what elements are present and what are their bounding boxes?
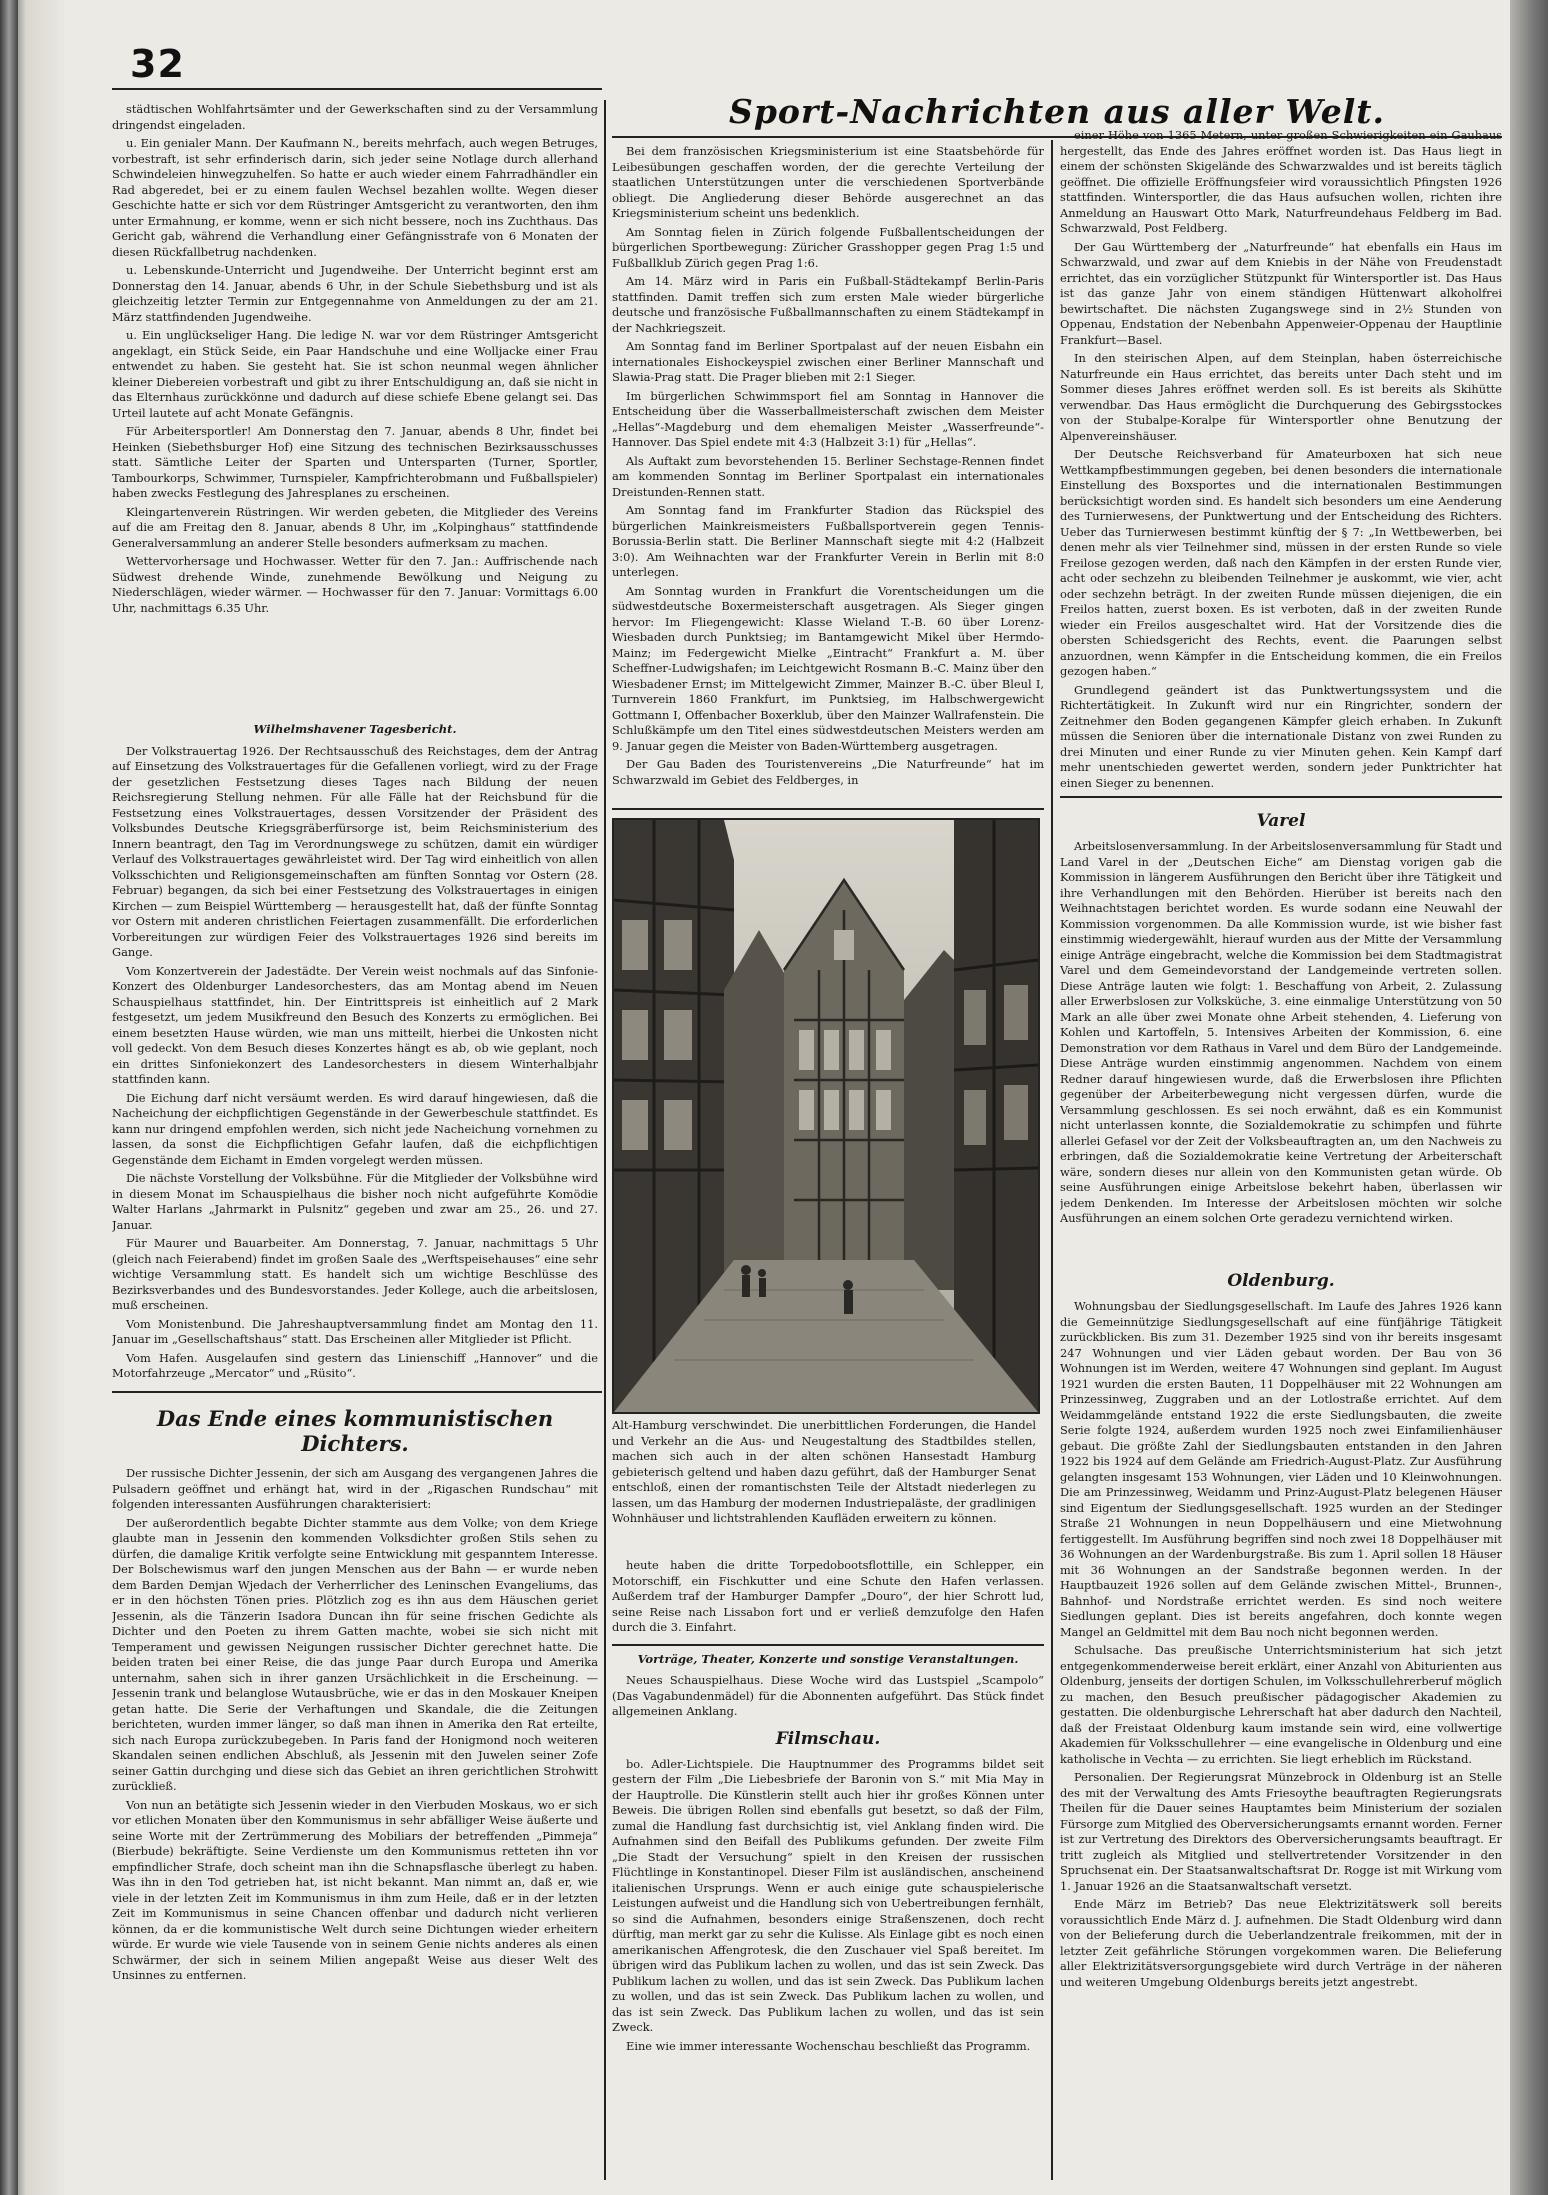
harbor-item: heute haben die dritte Torpedobootsflottille, ein Schlepper, ein Motorschiff, ein Fischkutter und eine Schute den Hafen verlassen. Außerdem traf der Hamburger Dampfer „Douro“, der hier Schrott lud, seine Reise nach Lissabon fort und er verließ demzufolge den Hafen durch die 3. Einfahrt.	[612, 1558, 1044, 1634]
article-paragraph: Der außerordentlich begabte Dichter stammte aus dem Volke; von dem Kriege glaubte man in Jessenin den kommenden Volksdichter großen Stils sehen zu dürfen, die damalige Kritik verfolgte seine Entwicklung mit gespanntem Interesse. Der Bolschewismus warf den jungen Menschen aus der Bahn — er wurde neben dem Barden Demjan Wjedach der Verherrlicher des Leninschen Evangeliums, das er in den höchsten Tönen pries. Plötzlich zog es ihn aus dem Häuschen geriet Jessenin, als die Tänzerin Isadora Duncan ihn für seine frischen Gedichte als Dichter und den Poeten zu ihrem Gatten machte, wobei sie sich nicht mit Temperament und gewissen Neigungen russischer Dichter gerechnet hatte. Die beiden traten bei einer Reise, die das junge Paar durch Europa und Amerika unternahm, sahen sich in ihrer ganzen Ursächlichkeit in die Erscheinung. — Jessenin trank und belanglose Wutausbrüche, wie er das in den Moskauer Kneipen getan hatte. Die Serie der Verhaftungen und Skandale, die die Zeitungen berichteten, wurden immer länger, so daß man ihnen in Amerika den Rat erteilte, sich nach Europa zurückzubegeben. In Paris fand der Honigmond noch weiteren Skandalen seinen endlichen Abschluß, als Jessenin mit den Juwelen seiner Zofe seiner Gattin durchging und diese sich das Gebiet an ihren gerichtlichen Strohwitt zurückließ.	[112, 1515, 598, 1794]
column-rule-2	[1051, 140, 1053, 2180]
sport-item: Am Sonntag fand im Berliner Sportpalast auf der neuen Eisbahn ein internationales Eishockeyspiel zwischen einer Berliner Mannschaft und Slawia-Prag statt. Die Prager blieben mit 2:1 Sieger.	[612, 339, 1044, 384]
column-1-wilhelmshaven	[112, 716, 598, 1386]
column-1-top	[112, 102, 598, 712]
column-2-sport	[612, 144, 1044, 804]
article-paragraph: Von nun an betätigte sich Jessenin wieder in den Vierbuden Moskaus, wo er sich vor etlichen Monaten über den Kommunismus in sehr abfälliger Weise äußerte und seine Worte mit der Zertrümmerung des Mobiliars der betreffenden „Pimmeja“ (Bierbude) bekräftigte. Seine Verdienste um den Kommunismus retteten ihn vor empfindlicher Strafe, doch scheint man ihn die Schnapsflasche überlegt zu haben. Was ihn in den Tod getrieben hat, ist nicht bekannt. Man nimmt an, daß er, wie viele in der letzten Zeit im Kommunismus in ihm zum Heile, daß er in der letzten Zeit im Kommunismus in seine Chancen offenbar und dadurch nicht verlieren können, da er die kommunistische Welt durch seine Dichtungen wieder erheitern würde. Er wurde wie viele Tausende von in seinem Genie nichts anderes als einen Schwärmer, der sich in seinem Milien angepaßt Weise aus dieser Welt des Unsinnes zu entfernen.	[112, 1797, 598, 1983]
news-item: Kleingartenverein Rüstringen. Wir werden gebeten, die Mitglieder des Vereins auf die am Freitag den 8. Januar, abends 8 Uhr, im „Kolpinghaus“ stattfindende Generalversammlung an anderer Stelle besonders aufmerksam zu machen.	[112, 504, 598, 550]
events-item: Neues Schauspielhaus. Diese Woche wird das Lustspiel „Scampolo“ (Das Vagabundenmädel) für die Abonnenten aufgeführt. Das Stück findet allgemeinen Anklang.	[612, 1673, 1044, 1719]
photo-alt-hamburg	[612, 818, 1040, 1414]
sport-item: Am Sonntag fielen in Zürich folgende Fußballentscheidungen der bürgerlichen Sportbewegung: Züricher Grasshopper gegen Prag 1:5 und Fußballklub Zürich gegen Prag 1:6.	[612, 224, 1044, 270]
oldenburg-heading: Oldenburg.	[1227, 1271, 1335, 1291]
events-heading: Vorträge, Theater, Konzerte und sonstige Veranstaltungen.	[637, 1651, 1019, 1666]
page-number: 32	[130, 42, 185, 86]
news-item: Vom Hafen. Ausgelaufen sind gestern das Linienschiff „Hannover“ und die Motorfahrzeuge „Mercator“ und „Rüsito“.	[112, 1350, 598, 1381]
col3-sport-end-rule	[1060, 796, 1502, 798]
varel-item: Arbeitslosenversammlung. In der Arbeitslosenversammlung für Stadt und Land Varel in der „Deutschen Eiche“ am Dienstag vorigen gab die Kommission in längerem Ausführungen den Bericht über ihre Tätigkeit und ihre Verhandlungen mit den Behörden. Hierüber ist bereits nach den Weihnachtstagen berichtet worden. Es wurde sodann eine Neuwahl der Kommission vorgenommen. Da alle Kommission wurde, ist wie bisher fast einstimmig wiedergewählt, hierauf wurden aus der Mitte der Versammlung einige Anträge eingebracht, welche die Kommission bei dem Stadtmagistrat Varel und dem Gemeindevorstand der Landgemeinde vertreten sollen. Diese Anträge lauten wie folgt: 1. Beschaffung von Arbeit, 2. Zulassung aller Erwerbslosen zur Volksküche, 3. eine einmalige Unterstützung von 50 Mark an alle über zwei Monate ohne Arbeit stehenden, 4. Lieferung von Kohlen und Kartoffeln, 5. Intensives Arbeiten der Kommission, 6. eine Demonstration vor dem Rathaus in Varel und dem Büro der Landgemeinde. Diese Anträge wurden einstimmig angenommen. Nachdem von einem Redner darauf hingewiesen wurde, daß die Erwerbslosen ihre Pflichten gegenüber der Arbeiterbewegung nicht vergessen dürfen, wurde die Versammlung geschlossen. Es sei noch erwähnt, daß es ein Kommunist nicht unterlassen konnte, die Sozialdemokratie zu schimpfen und führte allerlei Gefasel vor der Zeit der Volksbeauftragten an, um den Nachweis zu erbringen, daß die Sozialdemokratie keine Vertretung der Arbeiterschaft wäre, sondern dieses nur allein von den Kommunisten getan würde. Ob seine Ausführungen einige Arbeitslose bekehrt haben, überlassen wir jedem Denkenden. Im Interesse der Arbeitslosen möchten wir solche Ausführungen an einem solchen Orte geradezu vernichtend wirken.	[1060, 839, 1502, 1226]
sport-item: Am 14. März wird in Paris ein Fußball-Städtekampf Berlin-Paris stattfinden. Damit treffen sich zum ersten Male wieder bürgerliche deutsche und französische Fußballmannschaften zu einem Städtekampf in der Nachkriegszeit.	[612, 274, 1044, 335]
oldenburg-item: Personalien. Der Regierungsrat Münzebrock in Oldenburg ist an Stelle des mit der Verwaltung des Amts Friesoythe beauftragten Regierungsrats Theilen für die Dauer seines Hauptamtes beim Ministerium der sozialen Fürsorge zum Mitglied des Oberversicherungsamts ernannt worden. Ferner ist zur Vertretung des Direktors des Oberversicherungsamts beauftragt. Er tritt zugleich als Mitglied und stellvertretender Vorsitzender in den Spruchsenat ein. Der Staatsanwaltschaftsrat Dr. Rogge ist mit Wirkung vom 1. Januar 1926 an die Staatsanwaltschaft versetzt.	[1060, 1770, 1502, 1893]
column-2-lower	[612, 1558, 1044, 2176]
left-binding-shadow	[0, 0, 18, 2195]
sport-item: Am Sonntag wurden in Frankfurt die Vorentscheidungen um die südwestdeutsche Boxermeisterschaft ausgetragen. Als Sieger gingen hervor: Im Fliegengewicht: Klasse Wieland T.-B. 60 über Lorenz-Wiesbaden durch Punktsieg; im Bantamgewicht Mikel über Hermdo-Mainz; im Federgewicht Mielke „Eintracht“ Frankfurt a. M. über Scheffner-Ludwigshafen; im Leichtgewicht Rosmann B.-C. Mainz über den Wiesbadener Ernst; im Mittelgewicht Zimmer, Mainzer B.-C. über Bleul I, Turnverein 1860 Frankfurt, im Punktsieg, im Halbschwergewicht Gottmann I, Offenbacher Boxerklub, über den Mainzer Wallrafenstein. Die Schlußkämpfe um den Titel eines südwestdeutschen Meisters werden am 9. Januar gegen die Meister von Baden-Württemberg ausgetragen.	[612, 583, 1044, 753]
news-item: u. Ein unglückseliger Hang. Die ledige N. war vor dem Rüstringer Amtsgericht angeklagt, ein Stück Seide, ein Paar Handschuhe und eine Wolljacke einer Frau entwendet zu haben. Sie gesteht hat. Sie ist schon neunmal wegen ähnlicher kleiner Diebereien vorbestraft und gibt zu ihrer Entschuldigung an, daß sie nicht in das Elternhaus zurückkönne und dadurch auf diese schiefe Ebene gelangt sei. Das Urteil lautete auf acht Monate Gefängnis.	[112, 328, 598, 420]
news-item: Vom Konzertverein der Jadestädte. Der Verein weist nochmals auf das Sinfonie-Konzert des Oldenburger Landesorchesters, das am Montag abend im Neuen Schauspielhaus stattfindet, hin. Der Eintrittspreis ist einheitlich auf 2 Mark festgesetzt, um jedem Musikfreund den Besuch des Konzerts zu ermöglichen. Bei einem besetzten Hause würden, wie man uns mitteilt, hierbei die Unkosten nicht voll gedeckt. Von dem Besuch dieses Konzertes hängt es ab, ob wie geplant, noch ein drittes Sinfoniekonzert des Landesorchesters in diesem Winterhalbjahr stattfinden kann.	[112, 963, 598, 1087]
news-item: Die Eichung darf nicht versäumt werden. Es wird darauf hingewiesen, daß die Nacheichung der eichpflichtigen Gegenstände in der Gewerbeschule stattfindet. Es kann nur dringend empfohlen werden, sich nicht jede Nacheichung vornehmen zu lassen, da sonst die Eichpflichtigen Gefahr laufen, daß die eichpflichtigen Gegenstände dem Eichamt in Emden vorgelegt werden müssen.	[112, 1090, 598, 1167]
sport-item: Der Deutsche Reichsverband für Amateurboxen hat sich neue Wettkampfbestimmungen gegeben, bei denen besonders die internationale Einstellung des Boxsportes und die internationalen Bestimmungen berücksichtigt worden sind. Es handelt sich besonders um eine Aenderung des Turnierwesens, der Punktwertung und der Entscheidung des Richters. Ueber das Turnierwesen bestimmt künftig der § 7: „In Wettbewerben, bei denen mehr als vier Teilnehmer sind, müssen in der ersten Runde so viele Freilose gezogen werden, daß nach den Kämpfen in der ersten Runde vier, acht oder sechzehn zu bleibenden Teilnehmer je auskommt, wie vier, acht oder sechzehn beträgt. In der zweiten Runde müssen diejenigen, die ein Freilos hatten, zuerst boxen. Es ist verboten, daß in der zweiten Runde wieder ein Freilos ausgeschaltet wird. Hat der Vorsitzende dies die obersten Schiedsgericht des Rechts, event. die Paarungen selbst anzuordnen, wenn Kämpfer in die Entscheidung kommen, die ein Freilos gezogen haben.“	[1060, 447, 1502, 678]
column-3-oldenburg	[1060, 1262, 1502, 2176]
sport-item: Bei dem französischen Kriegsministerium ist eine Staatsbehörde für Leibesübungen geschaffen worden, der die gerechte Verteilung der staatlichen Unterstützungen unter die verschiedenen Sportverbände obliegt. Die Angliederung dieser Behörde ausgerechnet an das Kriegsministerium scheint uns bedenklich.	[612, 144, 1044, 220]
sport-item: Der Gau Baden des Touristenvereins „Die Naturfreunde“ hat im Schwarzwald im Gebiet des Feldberges, in	[612, 757, 1044, 787]
column-3-varel	[1060, 802, 1502, 1262]
varel-heading: Varel	[1256, 811, 1306, 831]
sport-section-masthead: Sport-Nachrichten aus aller Welt.	[728, 92, 1385, 131]
news-item: Der Volkstrauertag 1926. Der Rechtsausschuß des Reichstages, dem der Antrag auf Einsetzung des Volkstrauertages für die Gefallenen vorliegt, wird zu der Frage der gesetzlichen Festsetzung dieses Tages nach Bildung der neuen Reichsregierung Stellung nehmen. Für alle Fälle hat der Reichsbund für die Festsetzung eines Volkstrauertages, dessen Vorsitzender der Präsident des Volksbundes Deutsche Kriegsgräberfürsorge ist, beim Reichsministerium des Innern beantragt, den Tag im Verordnungswege zu schützen, damit ein würdiger Verlauf des Volkstrauertages gewährleistet wird. Der Tag wird einheitlich von allen Volksschichten und Religionsgemeinschaften am fünften Sonntag vor Ostern (28. Februar) begangen, da sich bei einer Festsetzung des Volkstrauertages in einigen Kirchen — zum Beispiel Württemberg — herausgestellt hat, daß der fünfte Sonntag vor Ostern mit anderen christlichen Feiertagen zusammenfällt. Die erforderlichen Vorbereitungen zur würdigen Feier des Volkstrauertages 1926 sind bereits im Gange.	[112, 743, 598, 960]
article-paragraph: Der russische Dichter Jessenin, der sich am Ausgang des vergangenen Jahres die Pulsadern geöffnet und erhängt hat, wird in der „Rigaschen Rundschau“ mit folgenden interessanten Ausführungen charakterisiert:	[112, 1466, 598, 1512]
oldenburg-item: Schulsache. Das preußische Unterrichtsministerium hat sich jetzt entgegenkommenderweise bereit erklärt, einer Anzahl von Abiturienten aus Oldenburg, jenseits der dortigen Schulen, im Volksschullehrerberuf möglich zu machen, den Besuch preußischer pädagogischer Akademien zu gestatten. Die oldenburgische Lehrerschaft hat aber dadurch den Nachteil, daß der Freistaat Oldenburg kaum imstande sein wird, eine vollwertige Akademien für Volksschullehrer — eine evangelische in Oldenburg und eine katholische in Vechta — zu errichten. Sie liegt erheblich im Rückstand.	[1060, 1643, 1502, 1766]
film-heading: Filmschau.	[775, 1728, 881, 1749]
sport-end-rule	[612, 808, 1044, 810]
news-item: Für Arbeitersportler! Am Donnerstag den 7. Januar, abends 8 Uhr, findet bei Heinken (Siebethsburger Hof) eine Sitzung des technischen Bezirksausschusses statt. Sämtliche Leiter der Sparten und Untersparten (Turner, Sportler, Tambourkorps, Schwimmer, Turnspieler, Kampfrichterobmann und Fußballspieler) haben zwecks Festlegung des Jahresplanes zu erscheinen.	[112, 424, 598, 500]
street-illustration	[614, 820, 1038, 1412]
sport-item: Der Gau Württemberg der „Naturfreunde“ hat ebenfalls ein Haus im Schwarzwald, und zwar auf dem Kniebis in der Nähe von Freudenstadt errichtet, das ein vorzüglicher Stützpunkt für Wintersportler ist. Das Haus ist das ganze Jahr von einem ständigen Hüttenwart alkoholfrei bewirtschaftet. Die nächsten Zugangswege sind in 2½ Stunden von Oppenau, Endstation der Nebenbahn Appenweier-Oppenau der Hauptlinie Frankfurt—Basel.	[1060, 239, 1502, 347]
top-rule-left	[112, 88, 602, 90]
column-rule-1	[604, 100, 606, 2180]
news-item: städtischen Wohlfahrtsämter und der Gewerkschaften sind zu der Versammlung dringendst eingeladen.	[112, 102, 598, 132]
news-item: Für Maurer und Bauarbeiter. Am Donnerstag, 7. Januar, nachmittags 5 Uhr (gleich nach Feierabend) findet im großen Saale des „Werftspeisehauses“ eine sehr wichtige Versammlung statt. Es handelt sich um wichtige Beschlüsse des Bezirksverbandes und des Bundesvorstandes. Jeder Kollege, auch die arbeitslosen, muß erscheinen.	[112, 1236, 598, 1313]
sport-item: Grundlegend geändert ist das Punktwertungssystem und die Richtertätigkeit. In Zukunft wird nur ein Ringrichter, sondern der Zeitnehmer den Boden gegangenen Kämpfer gleich erhaben. In Zukunft müssen die Senioren über die internationale Distanz von zwei Runden zu drei Minuten und einer Runde zu vier Minuten gehen. Kein Kampf darf mehr unentschieden gewertet werden, sondern jeder Punktrichter hat einen Sieger zu benennen.	[1060, 682, 1502, 790]
sport-item: Im bürgerlichen Schwimmsport fiel am Sonntag in Hannover die Entscheidung über die Wasserballmeisterschaft zwischen dem Meister „Hellas“-Magdeburg und dem ehemaligen Meister „Wasserfreunde“-Hannover. Das Spiel endete mit 4:3 (Halbzeit 3:1) für „Hellas“.	[612, 388, 1044, 449]
column-1-article	[112, 1396, 598, 2176]
col1-article-rule	[112, 1391, 602, 1393]
news-item: u. Lebenskunde-Unterricht und Jugendweihe. Der Unterricht beginnt erst am Donnerstag den 14. Januar, abends 6 Uhr, in der Schule Siebethsburg und ist als gleichzeitig letzter Termin zur Entgegennahme von Anmeldungen zu der am 21. März stattfindenden Jugendweihe.	[112, 263, 598, 324]
sport-item: Am Sonntag fand im Frankfurter Stadion das Rückspiel des bürgerlichen Mainkreismeisters Fußballsportverein gegen Tennis-Borussia-Berlin statt. Die Berliner Mannschaft siegte mit 4:2 (Halbzeit 3:0). Am Weihnachten war der Frankfurter Verein in Berlin mit 8:0 unterlegen.	[612, 503, 1044, 579]
news-item: Die nächste Vorstellung der Volksbühne. Für die Mitglieder der Volksbühne wird in diesem Monat im Schauspielhaus die bisher noch nicht aufgeführte Komödie Walter Harlans „Jahrmarkt in Pulsnitz“ gegeben und zwar am 25., 26. und 27. Januar.	[112, 1171, 598, 1232]
news-item: Vom Monistenbund. Die Jahreshauptversammlung findet am Montag den 11. Januar im „Gesellschaftshaus“ statt. Das Erscheinen aller Mitglieder ist Pflicht.	[112, 1316, 598, 1347]
news-item: Wettervorhersage und Hochwasser. Wetter für den 7. Jan.: Auffrischende nach Südwest drehende Winde, zunehmende Bewölkung und Neigung zu Niederschlägen, wieder wärmer. — Hochwasser für den 7. Januar: Vormittags 6.00 Uhr, nachmittags 6.35 Uhr.	[112, 554, 598, 615]
sport-item: In den steirischen Alpen, auf dem Steinplan, haben österreichische Naturfreunde ein Haus errichtet, das bereits unter Dach steht und im Sommer dieses Jahres eröffnet werden soll. Es ist bereits als Skihütte verwendbar. Das Haus ermöglicht die Durchquerung des Gebirgsstockes von der Stubalpe-Koralpe für Wintersportler ohne Benutzung der Alpenvereinshäuser.	[1060, 351, 1502, 443]
oldenburg-item: Ende März im Betrieb? Das neue Elektrizitätswerk soll bereits voraussichtlich Ende März d. J. aufnehmen. Die Stadt Oldenburg wird dann von der Belieferung durch die Ueberlandzentrale freikommen, mit der in letzter Zeit gefährliche Störungen vorgekommen waren. Die Belieferung aller Elektrizitätsversorgungsgebiete wird durch Verträge in der näheren und weiteren Umgebung Oldenburgs bereits jetzt angestrebt.	[1060, 1897, 1502, 1989]
sport-item: Als Auftakt zum bevorstehenden 15. Berliner Sechstage-Rennen findet am kommenden Sonntag im Berliner Sportpalast ein internationales Dreistunden-Rennen statt.	[612, 453, 1044, 499]
wilhelmshaven-heading: Wilhelmshavener Tagesbericht.	[253, 722, 457, 736]
film-item: bo. Adler-Lichtspiele. Die Hauptnummer des Programms bildet seit gestern der Film „Die Liebesbriefe der Baronin von S.“ mit Mia May in der Hauptrolle. Die Künstlerin stellt auch hier ihr großes Können unter Beweis. Die übrigen Rollen sind ebenfalls gut besetzt, so daß der Film, zumal die Handlung fast durchsichtig ist, viel Anklang finden wird. Die Aufnahmen sind den Beifall des Publikums gefunden. Der zweite Film „Die Stadt der Versuchung“ spielt in den Kreisen der russischen Flüchtlinge in Konstantinopel. Dieser Film ist ausländischen, anscheinend italienischen Ursprungs. Wenn er auch einige gute schauspielerische Leistungen aufweist und die Handlung sich von Uebertreibungen fernhält, so sind die Aufnahmen, besonders einige Straßenszenen, doch recht dürftig, man merkt gar zu sehr die Kulisse. Als Einlage gibt es noch einen amerikanischen Affengrotesk, die den Zuschauer viel Spaß bereitet. Im übrigen wird das Publikum lachen zu wollen, und das ist sein Zweck. Das Publikum lachen zu wollen, und das ist sein Zweck. Das Publikum lachen zu wollen, und das ist sein Zweck. Das Publikum lachen zu wollen, und das ist sein Zweck. Das Publikum lachen zu wollen, und das ist sein Zweck.	[612, 1756, 1044, 2035]
news-item: u. Ein genialer Mann. Der Kaufmann N., bereits mehrfach, auch wegen Betruges, vorbestraft, ist sehr erfinderisch darin, sich jeder seine Notlage durch allerhand Schwindeleien hinwegzuhelfen. So hatte er auch wieder einem Fahrradhändler ein Rad abgeredet, bei er zu einem faulen Wechsel bezahlen wollte. Wegen dieser Geschichte hatte er sich vor dem Rüstringer Amtsgericht zu verantworten, den ihm unter Ermahnung, er komme, wenn er sich nicht bessere, noch ins Zuchthaus. Das Gericht gab, während die Verhandlung einer Gefängnisstrafe von 6 Monaten der diesen Rückfallbetrug nachdenken.	[112, 136, 598, 259]
events-rule	[612, 1644, 1044, 1646]
column-3-sport	[1060, 128, 1502, 792]
film-item: Eine wie immer interessante Wochenschau beschließt das Programm.	[626, 2038, 1031, 2053]
article-title: Das Ende eines kommunistischen Dichters.	[156, 1406, 554, 1457]
photo-caption: Alt-Hamburg verschwindet. Die unerbittlichen Forderungen, die Handel und Verkehr an die Aus- und Neugestaltung des Stadtbildes stellen, machen sich auch in der alten schönen Hansestadt Hamburg gebieterisch geltend und haben dazu geführt, daß der Hamburger Senat entschloß, einen der romantischsten Teile der Altstadt niederlegen zu lassen, um das Hamburg der modernen Industriepaläste, der gradlinigen Wohnhäuser und lichtstrahlenden Kaufläden erweitern zu können.	[612, 1418, 1036, 1525]
sport-item: einer Höhe von 1365 Metern, unter großen Schwierigkeiten ein Gauhaus hergestellt, das Ende des Jahres eröffnet worden ist. Das Haus liegt in einem der schönsten Skigelände des Schwarzwaldes und ist bereits täglich geöffnet. Die offizielle Eröffnungsfeier wird voraussichtlich Pfingsten 1926 stattfinden. Wintersportler, die das Haus aufsuchen wollen, richten ihre Anmeldung an Hauswart Otto Mark, Naturfreundehaus Feldberg im Bad. Schwarzwald, Post Feldberg.	[1060, 128, 1502, 235]
oldenburg-item: Wohnungsbau der Siedlungsgesellschaft. Im Laufe des Jahres 1926 kann die Gemeinnützige Siedlungsgesellschaft auf eine fünfjährige Tätigkeit zurückblicken. Bis zum 31. Dezember 1925 sind von ihr bereits insgesamt 247 Wohnungen und vier Läden gebaut worden. Der Bau von 36 Wohnungen ist im Werden, weitere 47 Wohnungen sind geplant. Im August 1921 wurden die ersten Bauten, 11 Doppelhäuser mit 22 Wohnungen am Prinzessinweg, Zuggraben und an der Lotlostraße errichtet. Auf dem Weidammgelände entstand 1922 die erste Siedlungsbauten, die zweite Serie folgte 1924, außerdem wurden 1925 noch zwei Einfamilienhäuser gebaut. Die größte Zahl der Siedlungsbauten entstanden in den Jahren 1922 bis 1924 auf dem Gelände am Friedrich-August-Platz. Zur Ausführung gelangten insgesamt 153 Wohnungen, vier Läden und 10 Kleinwohnungen. Die am Prinzessinweg, Weidamm und Prinz-August-Platz belegenen Häuser sind Eigentum der Siedlungsgesellschaft. 1925 wurden an der Stedinger Straße 21 Wohnungen in neun Doppelhäusern und eine Mietwohnung fertiggestellt. Im Ausführung begriffen sind noch zwei 18 Doppelhäuser mit 36 Wohnungen an der Wardenburgstraße. Bis zum 1. April sollen 18 Häuser mit 36 Wohnungen an der Sandstraße begonnen werden. In der Hauptbauzeit 1926 sollen auf dem Gelände zwischen Mittel-, Brunnen-, Bahnhof- und Nordstraße errichtet werden. Es sind noch weitere Siedlungen geplant. Dies ist bereits angefahren, doch konnte wegen Mangel an Geldmittel mit dem Bau noch nicht begonnen werden.	[1060, 1299, 1502, 1639]
right-page-edge	[1510, 0, 1548, 2195]
